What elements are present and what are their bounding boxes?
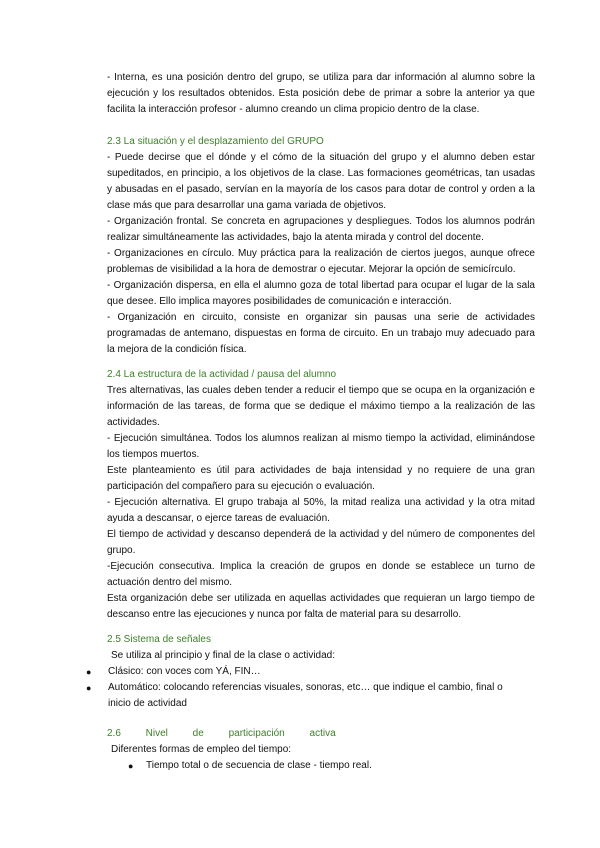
- list-item-text: Clásico: con voces com YÁ, FIN…: [108, 666, 261, 677]
- list-item-text: Automático: colocando referencias visuales, sonoras, etc… que indique el cambio, final o inicio de actividad: [108, 682, 503, 709]
- section-heading-2-5: 2.5 Sistema de señales: [107, 634, 211, 645]
- paragraph: - Organización en circuito, consiste en organizar sin pausas una serie de actividades programadas de antemano, dispuestas en forma de circuito. En un trabajo muy adecuado para la mejora de la condición física.: [107, 312, 535, 355]
- paragraph: El tiempo de actividad y descanso dependerá de la actividad y del número de componentes del grupo.: [107, 529, 535, 556]
- section-2-4-body: [107, 383, 535, 623]
- paragraph: - Puede decirse que el dónde y el cómo de la situación del grupo y el alumno deben estar supeditados, en principio, a los objetivos de la clase. Las formaciones geométricas, tan usadas y abusadas en el pasado, servían en la mayoría de los casos para dotar de control y orden a la clase más que para desarrollar una gama variada de objetivos.: [107, 152, 535, 211]
- section-heading-2-4: 2.4 La estructura de la actividad / pausa del alumno: [107, 369, 337, 380]
- intro-section: [107, 70, 535, 118]
- paragraph: Este planteamiento es útil para actividades de baja intensidad y no requiere de una gran participación del compañero para su ejecución o evaluación.: [107, 465, 535, 492]
- paragraph: - Ejecución simultánea. Todos los alumnos realizan al mismo tiempo la actividad, eliminándose los tiempos muertos.: [107, 433, 535, 460]
- section-2-3-body: [107, 150, 535, 358]
- section-heading-2-3: 2.3 La situación y el desplazamiento del GRUPO: [107, 136, 324, 147]
- paragraph: - Organización dispersa, en ella el alumno goza de total libertad para ocupar el lugar de la sala que desee. Ello implica mayores posibilidades de comunicación e interacción.: [107, 280, 535, 307]
- bullet-icon: ●: [86, 667, 92, 677]
- paragraph: Diferentes formas de empleo del tiempo:: [111, 744, 292, 755]
- paragraph: - Ejecución alternativa. El grupo trabaja al 50%, la mitad realiza una actividad y la otra mitad ayuda a descansar, o ejerce tareas de evaluación.: [107, 497, 535, 524]
- paragraph: Se utiliza al principio y final de la clase o actividad:: [111, 650, 336, 661]
- section-2-5-intro: [111, 648, 539, 664]
- paragraph: -Ejecución consecutiva. Implica la creación de grupos en donde se establece un turno de actuación dentro del mismo.: [107, 561, 535, 588]
- paragraph: - Organizaciones en círculo. Muy práctica para la realización de ciertos juegos, aunque ofrece problemas de visibilidad a la hora de demostrar o ejecutar. Mejorar la opción de semicírculo.: [107, 248, 535, 275]
- paragraph: - Interna, es una posición dentro del grupo, se utiliza para dar información al alumno sobre la ejecución y los resultados obtenidos. Esta posición debe de primar a sobre la anterior ya que facilita la interacción profesor - alumno creando un clima propicio dentro de la clase.: [107, 72, 535, 115]
- section-2-6-intro: [111, 742, 539, 758]
- list-item-text: Tiempo total o de secuencia de clase - tiempo real.: [146, 760, 372, 771]
- paragraph: Tres alternativas, las cuales deben tender a reducir el tiempo que se ocupa en la organización e información de las tareas, de forma que se dedique el máximo tiempo a la realización de las actividades.: [107, 385, 535, 428]
- bullet-icon: ●: [128, 761, 134, 771]
- paragraph: Esta organización debe ser utilizada en aquellas actividades que requieran un largo tiempo de descanso entre las ejecuciones y nunca por falta de material para su desarrollo.: [107, 593, 535, 620]
- section-heading-2-6: 2.6 Nivel de participación activa: [107, 728, 336, 739]
- bullet-icon: ●: [86, 683, 92, 693]
- paragraph: - Organización frontal. Se concreta en agrupaciones y despliegues. Todos los alumnos podrán realizar simultáneamente las actividades, bajo la atenta mirada y control del docente.: [107, 216, 535, 243]
